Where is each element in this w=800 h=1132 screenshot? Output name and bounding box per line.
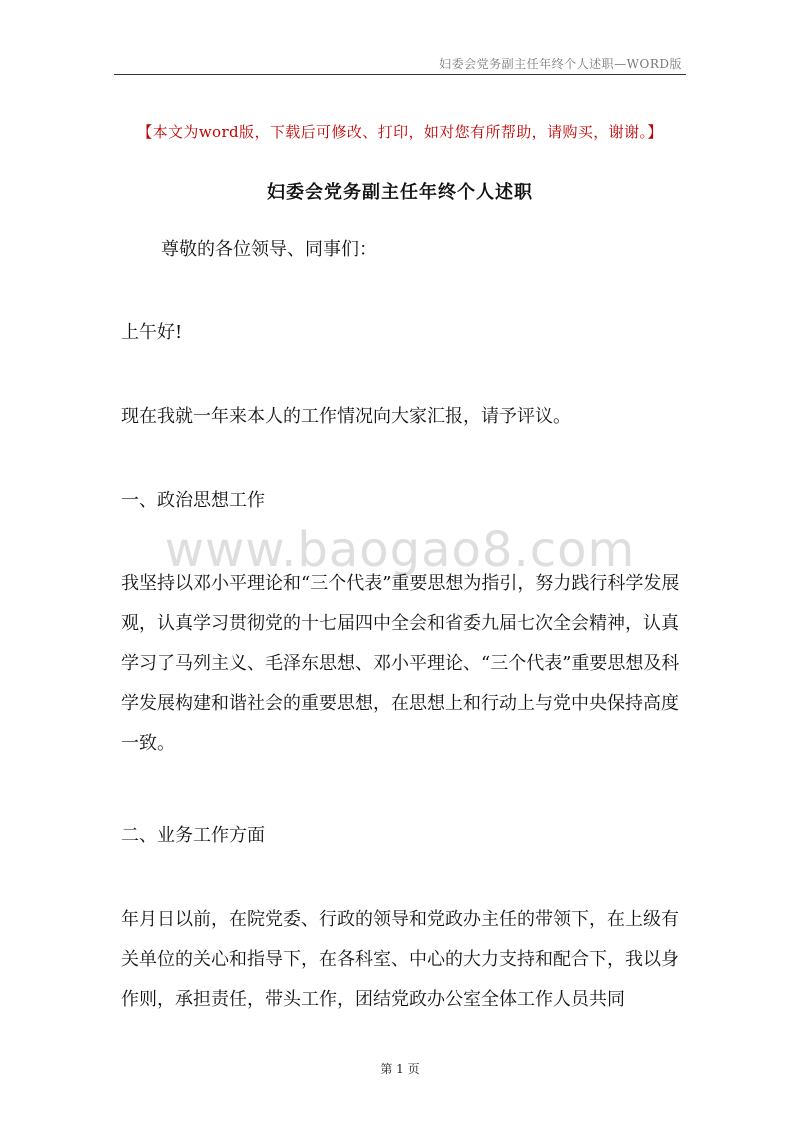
watermark: www.baogao8.com xyxy=(164,522,636,578)
intro-paragraph: 现在我就一年来本人的工作情况向大家汇报，请予评议。 xyxy=(121,406,571,427)
greeting: 上午好! xyxy=(121,322,183,343)
purchase-notice: 【本文为word版，下载后可修改、打印，如对您有所帮助，请购买，谢谢。】 xyxy=(137,123,663,141)
running-header: 妇委会党务副主任年终个人述职—WORD版 xyxy=(439,57,682,71)
page-number: 第 1 页 xyxy=(380,1062,420,1076)
section-1-heading: 一、政治思想工作 xyxy=(121,490,265,511)
salutation: 尊敬的各位领导、同事们： xyxy=(161,239,377,260)
header-rule xyxy=(114,74,686,75)
section-2-heading: 二、业务工作方面 xyxy=(121,825,265,846)
section-2-paragraph: 年月日以前，在院党委、行政的领导和党政办主任的带领下，在上级有关单位的关心和指导下，在各科室、中心的大力支持和配合下，我以身作则，承担责任，带头工作，团结党政办公室全体工作人员共同 xyxy=(121,909,679,1010)
document-title: 妇委会党务副主任年终个人述职 xyxy=(267,182,533,203)
section-1-paragraph: 我坚持以邓小平理论和“三个代表”重要思想为指引，努力践行科学发展观，认真学习贯彻党的十七届四中全会和省委九届七次全会精神，认真学习了马列主义、毛泽东思想、邓小平理论、“三个代表”重要思想及科学发展构建和谐社会的重要思想，在思想上和行动上与党中央保持高度一致。 xyxy=(121,573,680,754)
